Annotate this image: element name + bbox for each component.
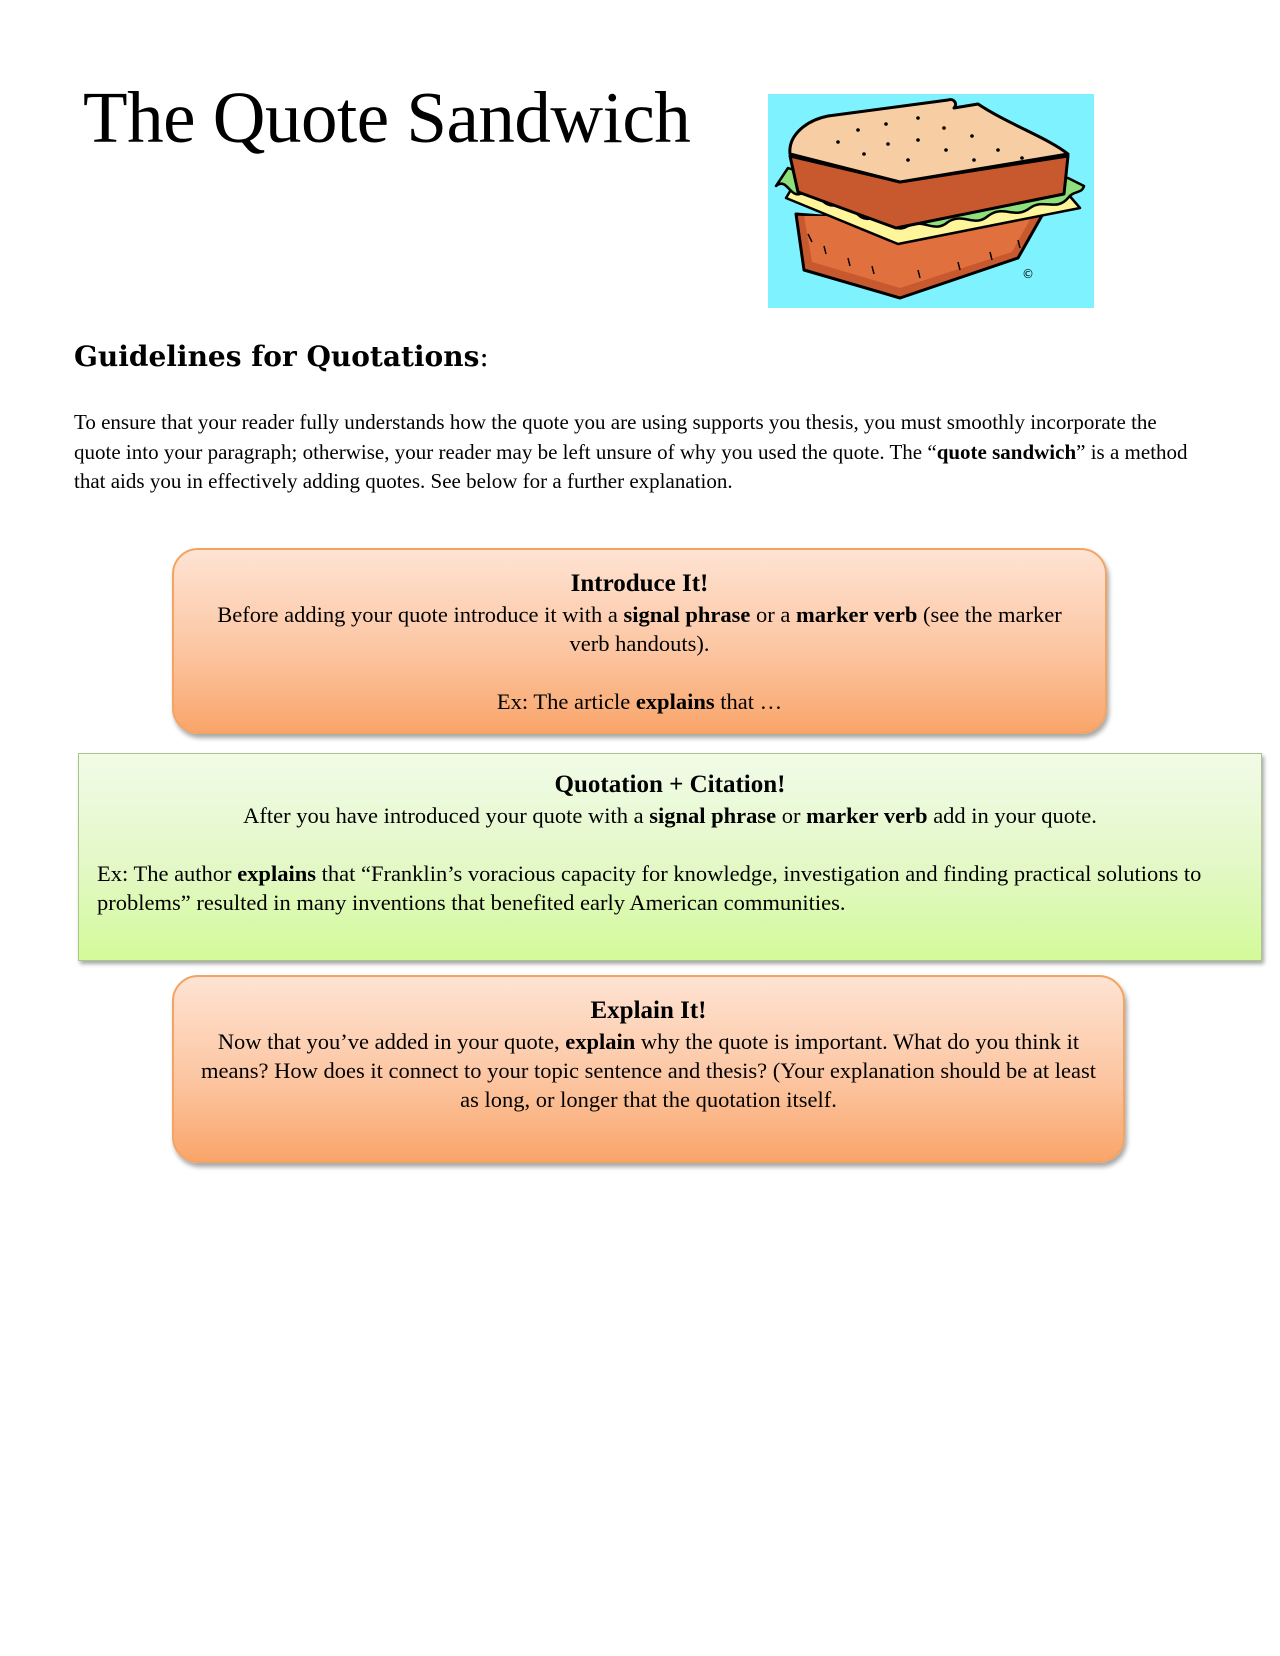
- quotation-citation-box: [78, 753, 1262, 961]
- introduce-bold-2: marker verb: [795, 602, 918, 627]
- quotation-citation-title: Quotation + Citation!: [554, 771, 786, 798]
- introduce-text-2: or a: [750, 602, 796, 627]
- explain-text-1: Now that you’ve added in your quote,: [217, 1029, 566, 1054]
- section-heading-text: Guidelines for Quotations: [74, 340, 480, 373]
- quotation-bold-2: marker verb: [806, 803, 928, 828]
- copyright-mark: ©: [1022, 267, 1034, 281]
- quotation-text-1: After you have introduced your quote with a: [243, 803, 650, 828]
- intro-bold-term: quote sandwich: [936, 439, 1077, 464]
- intro-paragraph: [74, 408, 1204, 497]
- introduce-it-box: [172, 548, 1107, 734]
- quotation-citation-description: [97, 801, 1243, 830]
- explain-it-description: [198, 1027, 1099, 1114]
- introduce-it-example: [198, 687, 1081, 716]
- quotation-citation-example: [97, 859, 1243, 917]
- page-title: The Quote Sandwich: [83, 77, 691, 158]
- introduce-example-text-2: that …: [714, 689, 783, 714]
- explain-it-box: [172, 975, 1125, 1163]
- introduce-bold-1: signal phrase: [623, 602, 751, 627]
- explain-text-2: why the quote is important. What do you think it means? How does it connect to your topic sentence and thesis? (Your explanation should be at least as long, or longer that the quotation itself.: [201, 1029, 1096, 1112]
- quotation-example-bold: explains: [237, 861, 316, 886]
- section-heading: [74, 340, 489, 373]
- explain-bold-1: explain: [565, 1029, 636, 1054]
- introduce-example-bold: explains: [635, 689, 715, 714]
- introduce-text-1: Before adding your quote introduce it with a: [217, 602, 624, 627]
- section-heading-colon: :: [479, 340, 489, 373]
- quotation-bold-1: signal phrase: [649, 803, 777, 828]
- quotation-example-text-1: Ex: The author: [97, 861, 238, 886]
- quotation-text-2: or: [776, 803, 807, 828]
- sandwich-illustration: [768, 94, 1094, 308]
- explain-it-title: Explain It!: [590, 997, 707, 1024]
- introduce-example-text-1: Ex: The article: [496, 689, 636, 714]
- intro-text-2: ” is a method that aids you in effectively adding quotes. See below for a further explanation.: [74, 439, 1188, 493]
- quotation-text-3: add in your quote.: [927, 803, 1097, 828]
- introduce-text-3: (see the marker verb handouts).: [569, 602, 1062, 656]
- sandwich-icon: [768, 94, 1094, 308]
- introduce-it-title: Introduce It!: [570, 570, 709, 597]
- introduce-it-description: [198, 600, 1081, 658]
- intro-text-1: To ensure that your reader fully understands how the quote you are using supports you thesis, you must smoothly incorporate the quote into your paragraph; otherwise, your reader may be left unsure of why you used the quote. The “: [74, 410, 1157, 464]
- quotation-example-text-2: that “Franklin’s voracious capacity for knowledge, investigation and finding practical solutions to problems” resulted in many inventions that benefited early American communities.: [97, 861, 1202, 915]
